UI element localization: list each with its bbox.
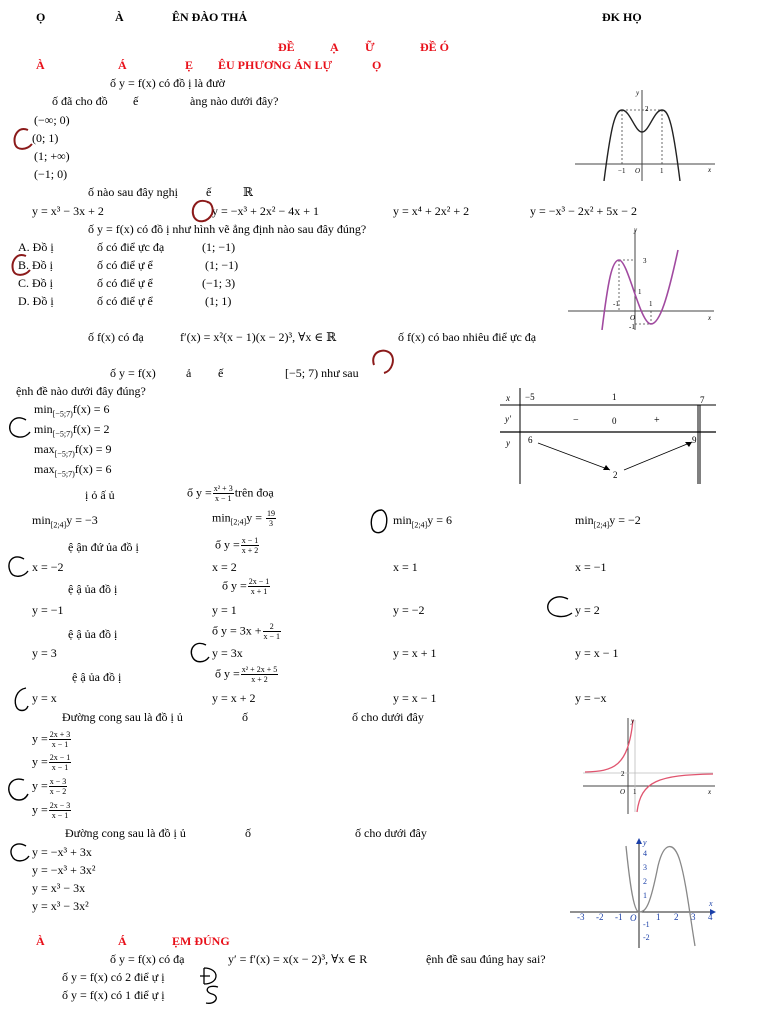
y-tick-1: 1 <box>643 891 647 900</box>
fn-sub: [−5;7) <box>52 409 73 419</box>
q6-option-c <box>393 513 453 530</box>
q11-option-b: y = $\frac{2x - 1}{x - 1}$ <box>32 753 71 772</box>
q11-option-d: y = $\frac{2x - 3}{x - 1}$ <box>32 801 71 820</box>
origin-label: O <box>620 788 626 796</box>
fn: min <box>575 513 594 527</box>
q7-option-c: x = 1 <box>393 560 418 574</box>
sign-zero: 0 <box>612 416 617 426</box>
origin-label: O <box>630 913 637 923</box>
frac-num: x² + 3 <box>213 484 233 493</box>
pen-circle-q6 <box>368 506 390 536</box>
part2-c: ẸM ĐÚNG <box>172 934 230 948</box>
q9-a: ệ ậ ủa đồ ị <box>68 627 118 641</box>
frac-num: x − 3 <box>49 777 67 786</box>
q9-formula <box>212 622 282 641</box>
part2-statement-1: ố y = f(x) có 2 điể ự ị <box>62 970 165 984</box>
frac-den: x − 1 <box>214 494 232 503</box>
title-a: ĐỀ <box>278 40 295 54</box>
graph-cubic-ticks <box>570 836 718 948</box>
q6-option-a <box>32 513 98 530</box>
frac-den: x − 1 <box>51 740 69 749</box>
tick-1-x: 1 <box>649 300 653 308</box>
q12-option-a: y = −x³ + 3x <box>32 845 92 859</box>
x-label: x <box>709 899 713 908</box>
header-mid2: ÊN ĐÀO THẢ <box>172 10 248 24</box>
header-right: ĐK HỌ <box>602 10 642 24</box>
x-tick-m2: -2 <box>596 912 604 922</box>
y-label: y <box>643 838 647 847</box>
q8-fraction <box>248 577 271 596</box>
q5-option-c <box>34 442 112 459</box>
q12-b: ố <box>245 826 251 840</box>
q7-option-b: x = 2 <box>212 560 237 574</box>
y-label: y <box>631 717 635 725</box>
fn: min <box>34 402 53 416</box>
frac-den: x − 2 <box>49 787 67 796</box>
y-val-min: 2 <box>613 470 618 480</box>
fn: min <box>393 513 412 527</box>
q10-fraction <box>241 665 278 684</box>
tick-2: 2 <box>621 770 625 778</box>
sign-plus: + <box>654 415 660 426</box>
fn-sub: [2;4] <box>411 520 428 530</box>
x-val-2: 1 <box>612 392 617 402</box>
graph-cubic-purple <box>568 226 716 330</box>
q2-option-d: y = −x³ − 2x² + 5x − 2 <box>530 204 638 218</box>
pen-mark-D <box>198 966 222 986</box>
origin-label: O <box>635 167 641 175</box>
q11-c: ố cho dưới đây <box>352 710 424 724</box>
frac-num: 2x − 1 <box>49 753 71 762</box>
q1-option-b: (0; 1) <box>32 131 59 145</box>
q2-option-c: y = x⁴ + 2x² + 2 <box>393 204 470 218</box>
fn: max <box>34 442 55 456</box>
x-tick-m3: -3 <box>577 912 585 922</box>
part1-b: Á <box>118 58 127 72</box>
pen-circle-q7 <box>6 553 32 581</box>
q8-formula <box>222 577 271 596</box>
q3-option-a-mid: ố có điể ực đạ <box>97 240 165 254</box>
part2-stem-b: y′ = f′(x) = x(x − 2)³, ∀x ∈ R <box>228 952 368 966</box>
title-d: ĐỀ Ó <box>420 40 450 54</box>
sign-minus: − <box>573 415 579 426</box>
q3-option-b-mid: ố có điể ự ể <box>97 258 153 272</box>
q6-formula <box>187 484 274 503</box>
q5-c: ế <box>218 366 224 380</box>
frac-num: 2x − 3 <box>49 801 71 810</box>
hyperbola-left-branch <box>585 720 633 772</box>
part2-statement-2: ố y = f(x) có 1 điể ự ị <box>62 988 165 1002</box>
tick-minus-1-y: -1 <box>629 323 635 330</box>
q2-option-a: y = x³ − 3x + 2 <box>32 204 104 218</box>
frac-den: x − 1 <box>51 763 69 772</box>
q10-option-a: y = x <box>32 691 57 705</box>
q6-a: ị ỏ ấ ủ <box>85 488 115 502</box>
q9-option-b: y = 3x <box>212 646 243 660</box>
q11-c-fraction <box>49 777 68 796</box>
title-c: Ữ <box>365 40 375 54</box>
y-tick-2: 2 <box>643 877 647 886</box>
q12-option-c: y = x³ − 3x <box>32 881 86 895</box>
q11-b-fraction <box>49 753 72 772</box>
frac-num: 2 <box>263 622 282 632</box>
frac-den: x + 2 <box>251 675 268 684</box>
fn-rest: y = 6 <box>427 513 453 527</box>
frac-num: x² + 2x + 5 <box>241 665 278 674</box>
q4-a: ố f(x) có đạ <box>88 330 144 344</box>
q8-a: ệ ậ ủa đồ ị <box>68 582 118 596</box>
part2-a: À <box>36 934 45 948</box>
arrow-up <box>624 442 692 470</box>
variation-table <box>500 388 716 484</box>
header-mid1: À <box>115 10 124 24</box>
q9-b: ố y = 3x + <box>212 623 262 638</box>
hyperbola-right-branch <box>637 774 713 812</box>
x-label: x <box>708 314 712 322</box>
q6-b: ố y = <box>187 485 212 500</box>
q7-formula <box>215 536 260 555</box>
fn-rest: f(x) = 2 <box>72 422 110 436</box>
frac-num: 19 <box>267 509 276 518</box>
q10-a: ệ ậ ủa đồ ị <box>72 670 122 684</box>
q10-formula <box>215 665 279 684</box>
part1-a: À <box>36 58 45 72</box>
q1-line2c: àng nào dưới đây? <box>190 94 279 108</box>
tick-1: 1 <box>660 167 664 175</box>
q4-c: ố f(x) có bao nhiêu điể ực đạ <box>398 330 537 344</box>
q12-option-d: y = x³ − 3x² <box>32 899 89 913</box>
part1-d: ÊU PHƯƠNG ÁN LỰ <box>218 58 333 72</box>
q1-option-d: (−1; 0) <box>34 167 68 181</box>
pen-mark-S <box>202 984 222 1006</box>
part2-stem-c: ệnh đề sau đúng hay sai? <box>426 952 546 966</box>
x-label: x <box>708 166 712 174</box>
x-tick-m1: -1 <box>615 912 623 922</box>
q3-option-c-val: (−1; 3) <box>202 276 236 290</box>
y-tick-m1: -1 <box>643 920 650 929</box>
q10-option-c: y = x − 1 <box>393 691 437 705</box>
fn-rest: y = −2 <box>609 513 641 527</box>
q8-b: ố y = <box>222 578 247 593</box>
fn: max <box>34 462 55 476</box>
q3-option-d-val: (1; 1) <box>205 294 232 308</box>
x-tick-4: 4 <box>708 912 713 922</box>
title-b: Ạ <box>330 40 339 54</box>
q5-option-b <box>34 422 110 439</box>
q9-option-c: y = x + 1 <box>393 646 437 660</box>
graph-hyperbola <box>583 716 718 814</box>
part2-stem-a: ố y = f(x) có đạ <box>110 952 185 966</box>
frac-den: x − 1 <box>263 632 281 641</box>
q6-option-d <box>575 513 641 530</box>
part1-c: Ẹ <box>185 58 194 72</box>
q11-b: ố <box>242 710 248 724</box>
q1-line2b: ế <box>133 94 139 108</box>
part2-b: Á <box>118 934 127 948</box>
q9-fraction <box>263 622 282 641</box>
q7-option-a: x = −2 <box>32 560 64 574</box>
fn-rest: y = <box>246 510 266 525</box>
fn-sub: [−5;7) <box>52 429 73 439</box>
fn: min <box>212 510 231 525</box>
pen-circle-q10 <box>12 684 32 714</box>
pen-circle-q8 <box>544 593 578 623</box>
x-tick-3: 3 <box>691 912 696 922</box>
q3-option-b-val: (1; −1) <box>205 258 239 272</box>
frac-den: x + 2 <box>241 546 259 555</box>
pen-circle-q9 <box>188 640 214 666</box>
pen-circle-q3 <box>10 252 34 278</box>
tick-minus-1-x: -1 <box>613 300 619 308</box>
pen-circle-q2 <box>190 197 216 225</box>
arrow-down <box>538 443 610 470</box>
tick-2: 2 <box>645 105 649 113</box>
pen-circle-q5 <box>6 414 34 442</box>
origin-label: O <box>630 314 636 322</box>
q1-option-a: (−∞; 0) <box>34 113 70 127</box>
q2-stem-c: ℝ <box>243 185 253 199</box>
q5-option-a <box>34 402 110 419</box>
q6-option-b <box>212 509 277 528</box>
y-tick-m2: -2 <box>643 933 650 942</box>
q1-option-c: (1; +∞) <box>34 149 70 163</box>
fn-sub: [−5;7) <box>54 469 75 479</box>
x-label: x <box>708 788 712 796</box>
q11-option-a: y = $\frac{2x + 3}{x - 1}$ <box>32 730 71 749</box>
frac-den: 3 <box>269 519 274 528</box>
q3-option-d-mid: ố có điể ự ể <box>97 294 153 308</box>
fn-sub: [2;4] <box>50 520 67 530</box>
q10-b: ố y = <box>215 666 240 681</box>
fn: min <box>34 422 53 436</box>
y-label: y <box>634 226 638 234</box>
q3-option-c-label: C. Đồ ị <box>18 276 54 290</box>
q8-option-a: y = −1 <box>32 603 64 617</box>
cubic-curve <box>626 846 695 946</box>
yp-header: y′ <box>505 414 511 424</box>
frac-den: x + 1 <box>250 587 268 596</box>
q3-option-d-label: D. Đồ ị <box>18 294 54 308</box>
q3-option-a-val: (1; −1) <box>202 240 236 254</box>
tick-1-y: 1 <box>638 288 642 296</box>
x-header: x <box>506 393 510 403</box>
q3-option-a-label: A. Đồ ị <box>18 240 54 254</box>
q5-d: [−5; 7) như sau <box>285 366 359 380</box>
q12-c: ố cho dưới đây <box>355 826 427 840</box>
q7-b: ố y = <box>215 537 240 552</box>
fn-sub: [2;4] <box>230 517 247 527</box>
q10-option-b: y = x + 2 <box>212 691 256 705</box>
q7-option-d: x = −1 <box>575 560 607 574</box>
q12-option-b: y = −x³ + 3x² <box>32 863 96 877</box>
q9-option-a: y = 3 <box>32 646 57 660</box>
frac-num: 2x + 3 <box>49 730 71 739</box>
q3-option-c-mid: ố có điể ự ể <box>97 276 153 290</box>
q6-b-fraction <box>266 509 276 528</box>
q6-fraction <box>213 484 234 503</box>
y-val-start: 6 <box>528 435 533 445</box>
q8-option-c: y = −2 <box>393 603 425 617</box>
tick-3: 3 <box>643 257 647 265</box>
frac-den: x − 1 <box>51 811 69 820</box>
tick-1: 1 <box>633 788 637 796</box>
fn-rest: f(x) = 6 <box>72 402 110 416</box>
pen-circle-q12 <box>8 840 34 866</box>
fn-rest: f(x) = 9 <box>74 442 112 456</box>
x-tick-2: 2 <box>674 912 679 922</box>
y-tick-3: 3 <box>643 863 647 872</box>
pen-circle-q11 <box>6 774 32 806</box>
y-label: y <box>636 89 640 97</box>
q11-a-fraction <box>49 730 72 749</box>
part1-e: Ọ <box>372 58 382 72</box>
q4-b: f′(x) = x²(x − 1)(x − 2)³, ∀x ∈ ℝ <box>180 330 337 344</box>
q5-e: ệnh đề nào dưới đây đúng? <box>16 384 146 398</box>
q12-a: Đường cong sau là đồ ị ủ <box>65 826 186 840</box>
q2-stem-b: ế <box>206 185 212 199</box>
frac-num: x − 1 <box>241 536 259 545</box>
y-axis-arrow <box>636 838 642 844</box>
q7-fraction <box>241 536 260 555</box>
q8-option-b: y = 1 <box>212 603 237 617</box>
q10-option-d: y = −x <box>575 691 607 705</box>
x-val-3: 7 <box>700 395 705 405</box>
q7-a: ệ ận đứ ủa đồ ị <box>68 540 139 554</box>
q9-option-d: y = x − 1 <box>575 646 619 660</box>
q5-b: ả <box>186 366 192 380</box>
q3-stem: ố y = f(x) có đồ ị như hình vẽ ẳng định nào sau đây đúng? <box>88 222 367 236</box>
frac-num: 2x − 1 <box>248 577 270 586</box>
y-tick-4: 4 <box>643 849 647 858</box>
fn-sub: [2;4] <box>593 520 610 530</box>
x-tick-1: 1 <box>656 912 661 922</box>
q11-option-c: y = $\frac{x - 3}{x - 2}$ <box>32 777 67 796</box>
q3-option-b-label: B. Đồ ị <box>18 258 54 272</box>
q2-option-b: y = −x³ + 2x² − 4x + 1 <box>212 204 320 218</box>
y-val-end: 9 <box>692 435 697 445</box>
graph-quartic <box>575 86 718 181</box>
header-left: Ọ <box>36 10 46 24</box>
fn: min <box>32 513 51 527</box>
y-header: y <box>506 438 510 448</box>
q2-stem-a: ố nào sau đây nghị <box>88 185 178 199</box>
q6-c: trên đoạ <box>234 485 274 500</box>
q11-a: Đường cong sau là đồ ị ủ <box>62 710 183 724</box>
q5-option-d <box>34 462 112 479</box>
q11-d-fraction <box>49 801 72 820</box>
pen-circle-q1 <box>12 126 36 152</box>
q1-line2a: ố đã cho đồ <box>52 94 108 108</box>
q1-line1: ố y = f(x) có đồ ị là đườ <box>110 76 225 90</box>
q8-option-d: y = 2 <box>575 603 600 617</box>
tick-minus-1: −1 <box>618 167 626 175</box>
fn-sub: [−5;7) <box>54 449 75 459</box>
fn-rest: f(x) = 6 <box>74 462 112 476</box>
q5-a: ố y = f(x) <box>110 366 156 380</box>
fn-rest: y = −3 <box>66 513 98 527</box>
pen-circle-q4 <box>368 345 396 377</box>
x-val-1: −5 <box>525 392 535 402</box>
